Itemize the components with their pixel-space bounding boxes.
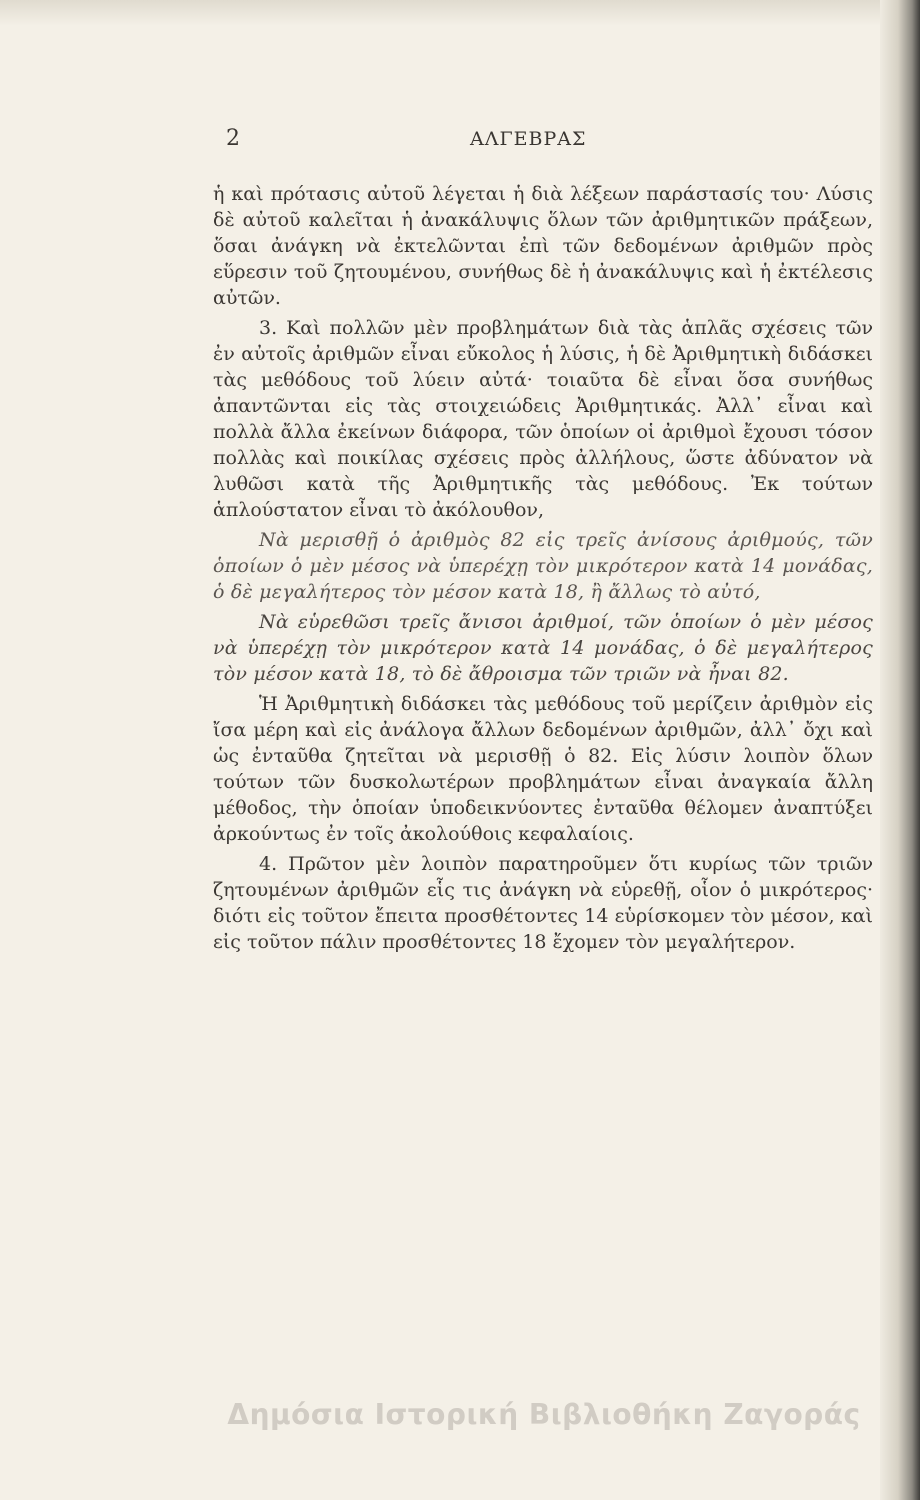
book-spine-shadow (880, 0, 920, 1500)
paragraph-continuation: ἡ καὶ πρότασις αὐτοῦ λέγεται ἡ διὰ λέξεων παράστασίς του· Λύσις δὲ αὐτοῦ καλεῖται ἡ ἀνακάλυψις ὅλων τῶν ἀριθμητικῶν πράξεων, ὅσαι ἀνάγκη νὰ ἐκτελῶνται ἐπὶ τῶν δεδομένων ἀριθμῶν πρὸς εὕρεσιν τοῦ ζητουμένου, συνήθως δὲ ἡ ἀνακάλυψις καὶ ἡ ἐκτέλεσις αὐτῶν. (213, 183, 873, 309)
paragraph-section-3: 3. Καὶ πολλῶν μὲν προβλημάτων διὰ τὰς ἁπλᾶς σχέσεις τῶν ἐν αὐτοῖς ἀριθμῶν εἶναι εὔκολος ἡ λύσις, ἡ δὲ Ἀριθμητικὴ διδάσκει τὰς μεθόδους τοῦ λύειν αὐτά· τοιαῦτα δὲ εἶναι ὅσα συνήθως ἀπαντῶνται εἰς τὰς στοιχειώδεις Ἀριθμητικάς. Ἀλλ᾽ εἶναι καὶ πολλὰ ἄλλα ἐκείνων διάφορα, τῶν ὁποίων οἱ ἀριθμοὶ ἔχουσι τόσον πολλὰς καὶ ποικίλας σχέσεις πρὸς ἀλλήλους, ὥστε ἀδύνατον νὰ λυθῶσι κατὰ τῆς Ἀριθμητικῆς τὰς μεθόδους. Ἐκ τούτων ἁπλούστατον εἶναι τὸ ἀκόλουθον, (213, 317, 873, 521)
page-header (0, 126, 920, 156)
body-text (213, 181, 873, 959)
page-top-shadow (0, 0, 920, 26)
library-watermark: Δημόσια Ιστορική Βιβλιοθήκη Ζαγοράς (227, 1398, 861, 1431)
paragraph-arithmetic-method: Ἡ Ἀριθμητικὴ διδάσκει τὰς μεθόδους τοῦ μερίζειν ἀριθμὸν εἰς ἴσα μέρη καὶ εἰς ἀνάλογα ἄλλων δεδομένων ἀριθμῶν, ἀλλ᾽ ὄχι καὶ ὡς ἐνταῦθα ζητεῖται νὰ μερισθῇ ὁ 82. Εἰς λύσιν λοιπὸν ὅλων τούτων τῶν δυσκολωτέρων προβλημάτων εἶναι ἀναγκαία ἄλλη μέθοδος, τὴν ὁποίαν ὑποδεικνύοντες ἐνταῦθα θέλομεν ἀναπτύξει ἀρκούντως ἐν τοῖς ἀκολούθοις κεφαλαίοις. (213, 693, 873, 845)
paragraph-section-4: 4. Πρῶτον μὲν λοιπὸν παρατηροῦμεν ὅτι κυρίως τῶν τριῶν ζητουμένων ἀριθμῶν εἷς τις ἀνάγκη νὰ εὑρεθῇ, οἷον ὁ μικρότερος· διότι εἰς τοῦτον ἔπειτα προσθέτοντες 14 εὑρίσκομεν τὸν μέσον, καὶ εἰς τοῦτον πάλιν προσθέτοντες 18 ἔχομεν τὸν μεγαλήτερον. (213, 853, 873, 953)
problem-restatement: Νὰ εὑρεθῶσι τρεῖς ἄνισοι ἀριθμοί, τῶν ὁποίων ὁ μὲν μέσος νὰ ὑπερέχῃ τὸν μικρότερον κατὰ 14 μονάδας, ὁ δὲ μεγαλήτερος τὸν μέσον κατὰ 18, τὸ δὲ ἄθροισμα τῶν τριῶν νὰ ἦναι 82. (213, 611, 873, 685)
running-title: ΑΛΓΕΒΡΑΣ (470, 128, 587, 150)
problem-statement: Νὰ μερισθῇ ὁ ἀριθμὸς 82 εἰς τρεῖς ἀνίσους ἀριθμούς, τῶν ὁποίων ὁ μὲν μέσος νὰ ὑπερέχῃ τὸν μικρότερον κατὰ 14 μονάδας, ὁ δὲ μεγαλήτερος τὸν μέσον κατὰ 18, ἢ ἄλλως τὸ αὐτό, (213, 529, 873, 603)
page-number: 2 (226, 126, 240, 151)
